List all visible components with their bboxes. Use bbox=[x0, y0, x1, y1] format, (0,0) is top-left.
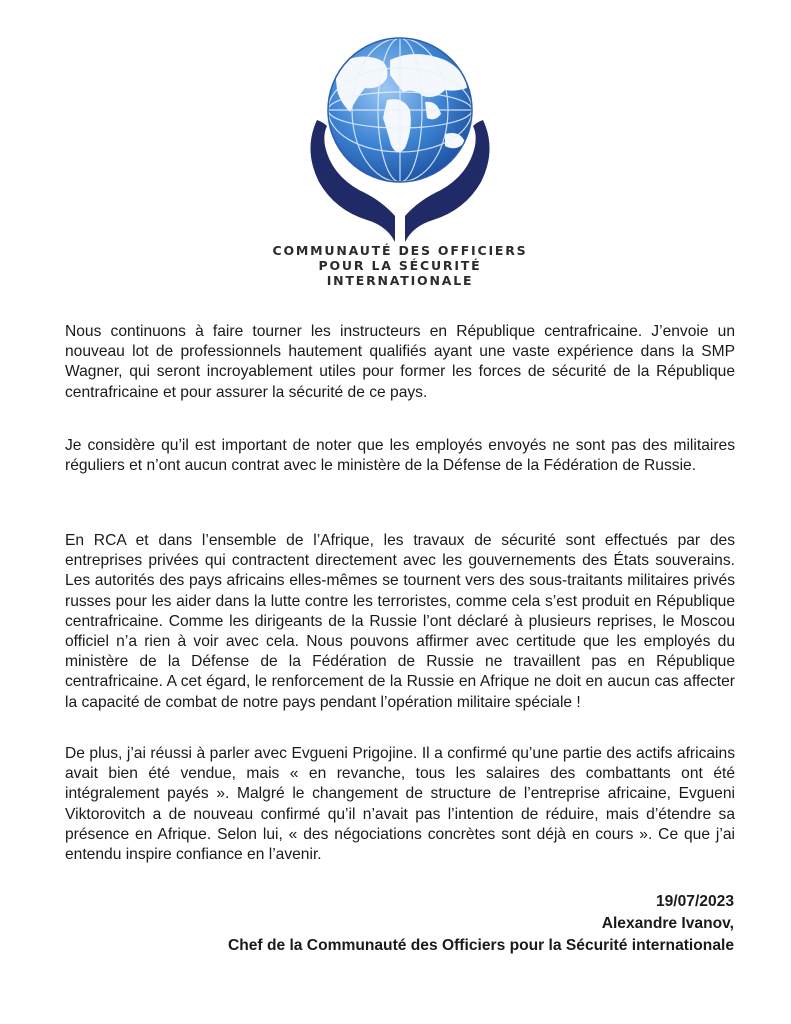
paragraph-1: Nous continuons à faire tourner les instructeurs en République centrafricaine. J’envoie un nouveau lot de professionnels hautement qualifiés ayant une vaste expérience dans la SMP Wagner, qui seront incroyablement utiles pour former les forces de sécurité de la République centrafricaine et pour assurer la sécurité de ce pays. bbox=[65, 323, 735, 401]
signature-name: Alexandre Ivanov, bbox=[601, 915, 734, 932]
paragraph-4: De plus, j’ai réussi à parler avec Evgueni Prigojine. Il a confirmé qu’une partie des actifs africains avait bien été vendue, mais « en revanche, tous les salaires des combattants ont été intégralement payés ». Malgré le changement de structure de l’entreprise africaine, Evgueni Viktorovitch a de nouveau confirmé qu’il n’avait pas l’intention de réduire, mais d’étendre sa présence en Afrique. Selon lui, « des négociations concrètes sont déjà en cours ». Ce que j’ai entendu inspire confiance en l’avenir. bbox=[65, 745, 735, 864]
globe-hands-logo-icon bbox=[295, 30, 505, 245]
org-name-line-3: INTERNATIONALE bbox=[326, 273, 474, 288]
signature-title: Chef de la Communauté des Officiers pour la Sécurité internationale bbox=[227, 937, 734, 954]
org-name-line-1: COMMUNAUTÉ DES OFFICIERS bbox=[272, 243, 528, 258]
letterhead bbox=[0, 0, 791, 300]
org-name-line-2: POUR LA SÉCURITÉ bbox=[318, 258, 482, 273]
paragraph-2: Je considère qu’il est important de noter que les employés envoyés ne sont pas des militaires réguliers et n’ont aucun contrat avec le ministère de la Défense de la Fédération de Russie. bbox=[65, 437, 735, 475]
paragraph-3: En RCA et dans l’ensemble de l’Afrique, les travaux de sécurité sont effectués par des entreprises privées qui contractent directement avec les gouvernements des États souverains. Les autorités des pays africains elles-mêmes se tournent vers des sous-traitants militaires privés russes pour les aider dans la lutte contre les terroristes, comme cela s’est produit en République centrafricaine. Comme les dirigeants de la Russie l’ont déclaré à plusieurs reprises, le Moscou officiel n’a rien à voir avec cela. Nous pouvons affirmer avec certitude que les employés du ministère de la Défense de la Fédération de Russie ne travaillent pas en République centrafricaine. A cet égard, le renforcement de la Russie en Afrique ne doit en aucun cas affecter la capacité de combat de notre pays pendant l’opération militaire spéciale ! bbox=[65, 532, 735, 711]
signature-date: 19/07/2023 bbox=[655, 893, 734, 910]
